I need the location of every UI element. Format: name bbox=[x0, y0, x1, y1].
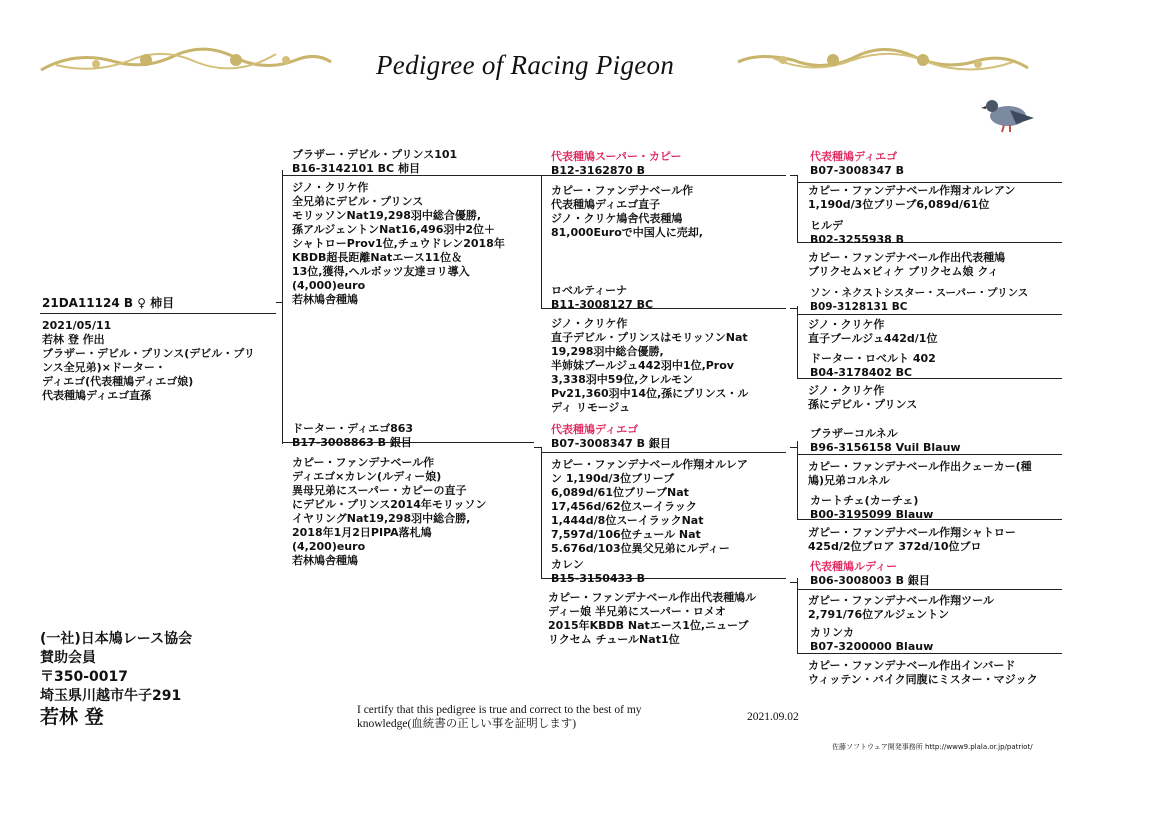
sss-ring: B07-3008347 B bbox=[810, 164, 905, 177]
dam-bracket bbox=[541, 447, 542, 578]
dds-label: 代表種鳩ルディー bbox=[810, 560, 898, 573]
sss-block bbox=[810, 150, 904, 178]
dam-ring: B17-3008863 B 銀目 bbox=[292, 436, 412, 449]
dd-ring: B15-3150433 B bbox=[551, 572, 646, 585]
sss-notes: カピー・ファンデナベール作翔オルレアン 1,190d/3位ブリーブ6,089d/61位 bbox=[808, 184, 1016, 211]
sd-name: ロベルティーナ bbox=[551, 284, 628, 297]
owner-name: 若林 登 bbox=[40, 706, 104, 728]
ss-notes: カピー・ファンデナベール作 代表種鳩ディエゴ直子 ジノ・クリケ鳩舎代表種鳩 81,000Euroで中国人に売却, bbox=[551, 184, 703, 239]
subject-header: 21DA11124 B ♀ 柿目 bbox=[42, 296, 175, 310]
ornament-right bbox=[733, 40, 1033, 80]
sds-block bbox=[810, 286, 1028, 314]
dd-name: カレン bbox=[551, 558, 584, 571]
ss-label: 代表種鳩スーパー・カピー bbox=[551, 150, 682, 163]
dsd-ring: B00-3195099 Blauw bbox=[810, 508, 934, 521]
sire-name: ブラザー・デビル・プリンス101 bbox=[292, 148, 458, 161]
sd-ring: B11-3008127 BC bbox=[551, 298, 654, 311]
subject-notes: 2021/05/11 若林 登 作出 ブラザー・デビル・プリンス(デビル・プリ ンス全兄弟)×ドーター・ ディエゴ(代表種鳩ディエゴ娘) 代表種鳩ディエゴ直孫 bbox=[42, 319, 255, 402]
pigeon-icon bbox=[980, 94, 1036, 134]
sds-ring: B09-3128131 BC bbox=[810, 301, 908, 313]
dds-notes: ガピー・ファンデナベール作翔ツール 2,791/76位アルジェントン bbox=[808, 594, 994, 621]
breeder-info: (一社)日本鳩レース協会 賛助会員 〒350-0017 埼玉県川越市牛子291 bbox=[40, 631, 193, 704]
dsd-name: カートチェ(カーチェ) bbox=[810, 494, 919, 507]
dd-notes: カピー・ファンデナベール作出代表種鳩ル ディー娘 半兄弟にスーパー・ロメオ 2015年KBDB Natエース1位,ニューブ リクセム チュールNat1位 bbox=[548, 591, 757, 646]
sire-block bbox=[292, 148, 457, 176]
sdd-block bbox=[810, 352, 936, 380]
dam-notes: カピー・ファンデナベール作 ディエゴ×カレン(ルディー娘) 異母兄弟にスーパー・カピーの直子 にデビル・プリンス2014年モリッソン イヤリングNat19,298羽中総合勝, 2018年1月2日PIPA落札鳩 (4,200)euro 若林鳩舎種鳩 bbox=[292, 456, 487, 567]
sss-label: 代表種鳩ディエゴ bbox=[810, 150, 898, 163]
ssd-notes: カピー・ファンデナベール作出代表種鳩 ブリクセム×ビィケ ブリクセム娘 クィ bbox=[808, 251, 1006, 278]
dss-ring: B96-3156158 Vuil Blauw bbox=[810, 441, 961, 454]
sire-notes: ジノ・クリケ作 全兄弟にデビル・プリンス モリッソンNat19,298羽中総合優勝, 孫アルジェントンNat16,496羽中2位＋ シャトローProv1位,チュウドレン2018年 KBDB超長距離Natエース11位＆ 13位,獲得,ヘルボッツ友達ヨリ導入 (4,000)euro 若林鳩舎種鳩 bbox=[292, 181, 505, 306]
ddd-notes: カピー・ファンデナベール作出インバード ウィッテン・バイク同腹にミスター・マジック bbox=[808, 659, 1038, 686]
ds-ring: B07-3008347 B 銀目 bbox=[551, 437, 671, 450]
sdd-notes: ジノ・クリケ作 孫にデビル・プリンス bbox=[808, 384, 918, 411]
ss-block bbox=[551, 150, 681, 178]
subject-line bbox=[40, 313, 276, 314]
dsd-notes: ガピー・ファンデナベール作翔シャトロー 425d/2位ブロア 372d/10位ブロ bbox=[808, 526, 1016, 553]
dd-block bbox=[551, 558, 645, 586]
certification: I certify that this pedigree is true and correct to the best of my knowledge(血統書の正しい事を証明します) bbox=[357, 704, 642, 730]
ds-block bbox=[551, 423, 671, 451]
ddd-ring: B07-3200000 Blauw bbox=[810, 640, 934, 653]
ornament-left bbox=[36, 40, 336, 80]
ssd-block bbox=[810, 219, 904, 247]
dss-notes: カピー・ファンデナベール作出クェーカー(種 鳩)兄弟コルネル bbox=[808, 460, 1032, 487]
dds-block bbox=[810, 560, 930, 588]
ss-ring: B12-3162870 B bbox=[551, 164, 646, 177]
ddd-name: カリンカ bbox=[810, 626, 854, 639]
dsd-block bbox=[810, 494, 933, 522]
ds-notes: カピー・ファンデナベール作翔オルレア ン 1,190d/3位ブリーブ 6,089d/61位ブリーブNat 17,456d/62位スーイラック 1,444d/8位スーイラックNat 7,597d/106位チュール Nat 5.676d/103位異父兄弟にルディー bbox=[551, 458, 748, 555]
certify-date: 2021.09.02 bbox=[747, 711, 799, 723]
sire-ring: B16-3142101 BC 柿目 bbox=[292, 162, 420, 175]
sds-name: ソン・ネクストシスター・スーパー・プリンス bbox=[810, 287, 1029, 299]
ssd-ring: B02-3255938 B bbox=[810, 233, 905, 246]
sdd-ring: B04-3178402 BC bbox=[810, 366, 913, 379]
sd-notes: ジノ・クリケ作 直子デビル・プリンスはモリッソンNat 19,298羽中総合優勝, 半姉妹ブールジュ442羽中1位,Prov 3,338羽中59位,クレルモン Pv21,360羽中14位,孫にプリンス・ル ディ リモージュ bbox=[551, 317, 749, 414]
ddd-block bbox=[810, 626, 933, 654]
dam-block bbox=[292, 422, 413, 450]
sds-notes: ジノ・クリケ作 直子ブールジュ442d/1位 bbox=[808, 318, 938, 345]
page-title: Pedigree of Racing Pigeon bbox=[376, 50, 675, 80]
ssd-name: ヒルデ bbox=[810, 219, 843, 232]
dam-name: ドーター・ディエゴ863 bbox=[292, 422, 414, 435]
sdd-name: ドーター・ロベルト 402 bbox=[810, 352, 936, 365]
sd-block bbox=[551, 284, 653, 312]
footer-credit: 佐藤ソフトウェア開発事務所 http://www9.plala.or.jp/patriot/ bbox=[832, 743, 1033, 751]
sire-bracket bbox=[541, 175, 542, 308]
gen1-bracket bbox=[282, 170, 283, 444]
ds-label: 代表種鳩ディエゴ bbox=[551, 423, 639, 436]
dss-block bbox=[810, 427, 961, 455]
dss-name: ブラザーコルネル bbox=[810, 427, 898, 440]
dds-ring: B06-3008003 B 銀目 bbox=[810, 574, 930, 587]
